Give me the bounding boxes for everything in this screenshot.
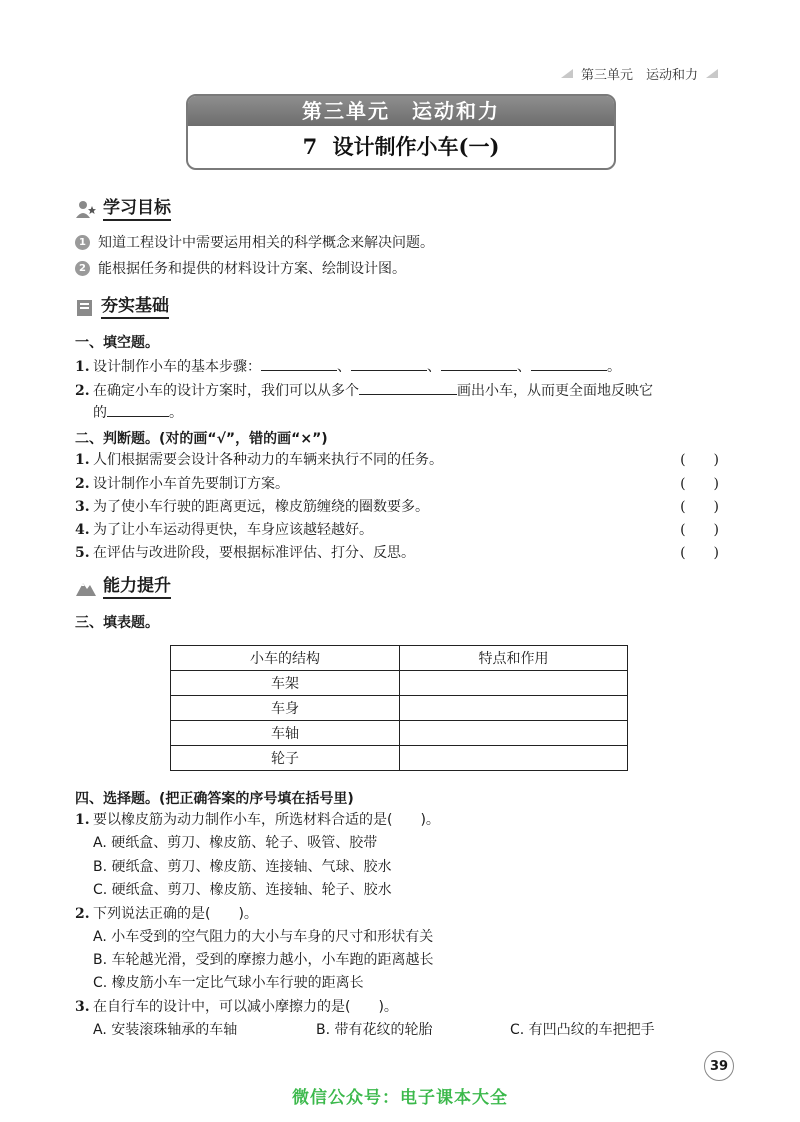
choice-option: B. 车轮越光滑，受到的摩擦力越小，小车跑的距离越长 (93, 952, 434, 968)
judge-item (75, 450, 719, 470)
table-header-cell: 小车的结构 (171, 646, 400, 671)
answer-parentheses[interactable]: ( ) (680, 476, 719, 492)
separator: 、 (517, 359, 531, 375)
table-row (171, 746, 628, 771)
goal-text: 知道工程设计中需要运用相关的科学概念来解决问题。 (98, 235, 434, 251)
table-row (171, 721, 628, 746)
fill-question-1 (75, 356, 621, 377)
goal-item (75, 258, 406, 278)
table-question-heading: 三、填表题。 (75, 615, 159, 631)
page-number: 39 (704, 1051, 734, 1081)
question-text: 下列说法正确的是( )。 (93, 906, 258, 922)
question-text: 设计制作小车的基本步骤： (93, 359, 261, 375)
goal-number-badge: 1 (75, 235, 90, 250)
choice-option: B. 带有花纹的轮胎 (316, 1022, 433, 1038)
choice-option: B. 硬纸盒、剪刀、橡皮筋、连接轴、气球、胶水 (93, 859, 392, 875)
basics-heading (75, 296, 169, 319)
question-number: 2. (75, 906, 90, 922)
learning-goals-title: 学习目标 (103, 198, 171, 221)
question-text: 在评估与改进阶段，要根据标准评估、打分、反思。 (93, 545, 415, 561)
running-header (561, 64, 718, 83)
goal-item (75, 232, 434, 252)
table-row (171, 671, 628, 696)
question-number: 2. (75, 476, 90, 492)
table-header-cell: 特点和作用 (400, 646, 628, 671)
judge-item (75, 543, 719, 563)
lesson-number: 7 (302, 134, 318, 159)
goal-number-badge: 2 (75, 261, 90, 276)
answer-cell[interactable] (400, 721, 628, 746)
book-icon (75, 298, 95, 318)
table-row (171, 696, 628, 721)
ability-heading (75, 576, 171, 599)
choice-option: C. 橡皮筋小车一定比气球小车行驶的距离长 (93, 975, 364, 991)
title-box (186, 94, 616, 170)
question-number: 1. (75, 452, 90, 468)
basics-title: 夯实基础 (101, 296, 169, 319)
table-cell: 车身 (171, 696, 400, 721)
judge-item (75, 497, 719, 517)
judge-heading: 二、判断题。(对的画“√”，错的画“×”) (75, 431, 328, 447)
answer-blank[interactable] (359, 380, 457, 395)
question-text: 要以橡皮筋为动力制作小车，所选材料合适的是( )。 (93, 812, 440, 828)
answer-cell[interactable] (400, 696, 628, 721)
question-number: 3. (75, 499, 90, 515)
separator: 、 (427, 359, 441, 375)
question-number: 2. (75, 383, 90, 399)
question-text: 为了让小车运动得更快，车身应该越轻越好。 (93, 522, 373, 538)
question-number: 1. (75, 359, 90, 375)
choice-option: C. 硬纸盒、剪刀、橡皮筋、连接轴、轮子、胶水 (93, 882, 392, 898)
question-number: 3. (75, 999, 90, 1015)
judge-item (75, 474, 719, 494)
running-header-text: 第三单元 运动和力 (580, 68, 698, 83)
triangle-right-icon (706, 69, 718, 78)
period: 。 (169, 405, 183, 421)
question-text: 的 (93, 405, 107, 421)
question-number: 5. (75, 545, 90, 561)
table-cell: 车轴 (171, 721, 400, 746)
answer-cell[interactable] (400, 746, 628, 771)
triangle-left-icon (561, 69, 573, 78)
question-text: 在确定小车的设计方案时，我们可以从多个 (93, 383, 359, 399)
table-cell: 轮子 (171, 746, 400, 771)
choice-option: A. 小车受到的空气阻力的大小与车身的尺寸和形状有关 (93, 929, 434, 945)
question-text: 在自行车的设计中，可以减小摩擦力的是( )。 (93, 999, 398, 1015)
question-text: 人们根据需要会设计各种动力的车辆来执行不同的任务。 (93, 452, 443, 468)
choice-option: A. 安装滚珠轴承的车轴 (93, 1022, 238, 1038)
question-number: 1. (75, 812, 90, 828)
structure-table (170, 645, 628, 771)
answer-parentheses[interactable]: ( ) (680, 452, 719, 468)
answer-parentheses[interactable]: ( ) (680, 522, 719, 538)
fill-question-2-cont (93, 402, 183, 423)
table-cell: 车架 (171, 671, 400, 696)
question-text: 画出小车，从而更全面地反映它 (457, 383, 653, 399)
lesson-name: 设计制作小车(一) (332, 134, 500, 159)
choice-heading: 四、选择题。(把正确答案的序号填在括号里) (75, 791, 354, 807)
question-number: 4. (75, 522, 90, 538)
choice-question-3 (75, 997, 398, 1017)
answer-parentheses[interactable]: ( ) (680, 499, 719, 515)
ability-title: 能力提升 (103, 576, 171, 599)
choice-option: A. 硬纸盒、剪刀、橡皮筋、轮子、吸管、胶带 (93, 835, 378, 851)
choice-question-1 (75, 810, 440, 830)
answer-parentheses[interactable]: ( ) (680, 545, 719, 561)
table-header-row (171, 646, 628, 671)
answer-blank[interactable] (261, 356, 337, 371)
separator: 、 (337, 359, 351, 375)
fill-blank-heading: 一、填空题。 (75, 335, 159, 351)
question-text: 设计制作小车首先要制订方案。 (93, 476, 289, 492)
mountain-icon (75, 578, 97, 598)
judge-item (75, 520, 719, 540)
answer-blank[interactable] (107, 402, 169, 417)
answer-blank[interactable] (351, 356, 427, 371)
choice-option: C. 有凹凸纹的车把把手 (510, 1022, 655, 1038)
choice-question-2 (75, 904, 258, 924)
learning-goals-heading (75, 198, 171, 221)
learner-icon (75, 200, 97, 220)
footer-watermark: 微信公众号：电子课本大全 (292, 1088, 508, 1108)
answer-blank[interactable] (531, 356, 607, 371)
answer-cell[interactable] (400, 671, 628, 696)
answer-blank[interactable] (441, 356, 517, 371)
unit-title: 第三单元 运动和力 (188, 96, 614, 126)
question-text: 为了使小车行驶的距离更远，橡皮筋缠绕的圈数要多。 (93, 499, 429, 515)
lesson-title (188, 126, 614, 168)
period: 。 (607, 359, 621, 375)
fill-question-2 (75, 380, 653, 401)
goal-text: 能根据任务和提供的材料设计方案、绘制设计图。 (98, 261, 406, 277)
